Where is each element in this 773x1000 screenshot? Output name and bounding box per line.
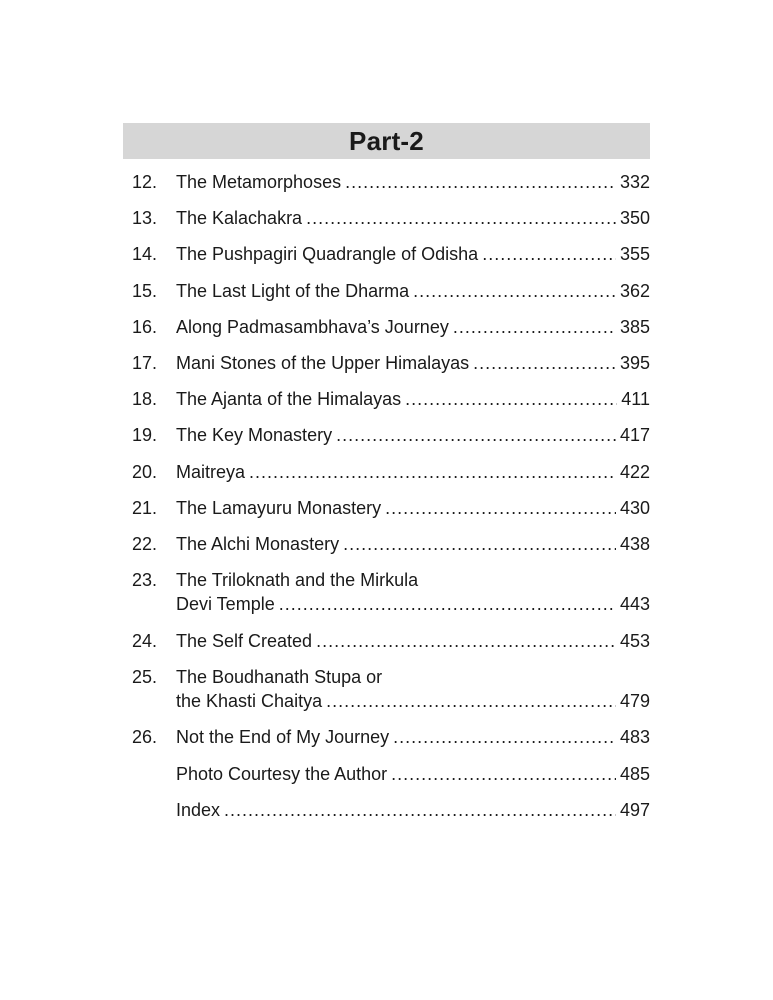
entry-title: The Lamayuru Monastery [176,497,382,518]
entry-title: The Last Light of the Dharma [176,280,410,301]
entry-page-number: 453 [619,630,650,651]
entry-page-number: 332 [619,172,650,192]
part-header-banner [123,123,650,159]
dot-leader [224,798,616,822]
entry-page-number: 479 [619,690,650,711]
toc-entry[interactable] [132,315,650,351]
entry-number: 25. [132,666,158,687]
entry-number: 20. [132,461,158,482]
entry-number: 23. [132,570,158,591]
toc-entry[interactable] [132,206,650,242]
entry-number: 17. [132,352,158,373]
toc-entry[interactable] [132,170,650,206]
table-of-contents [132,170,650,834]
dot-leader [482,242,616,266]
entry-title-line1: The Triloknath and the Mirkula [176,570,419,591]
entry-title: The Metamorphoses [176,172,342,192]
part-title: Part-2 [349,125,424,156]
dot-leader [391,762,616,786]
toc-entry[interactable] [132,460,650,496]
toc-entry[interactable] [132,762,650,798]
entry-page-number: 355 [619,244,650,265]
toc-entry[interactable] [132,242,650,278]
dot-leader [316,629,616,653]
entry-title: Index [176,799,221,820]
entry-number: 22. [132,533,158,554]
entry-number: 14. [132,244,158,265]
entry-page-number: 417 [619,425,650,446]
entry-title: The Ajanta of the Himalayas [176,389,402,410]
entry-page-number: 443 [619,594,650,615]
dot-leader [413,279,616,303]
entry-title: The Alchi Monastery [176,533,340,554]
toc-entry[interactable] [132,351,650,387]
dot-leader [249,460,616,484]
entry-page-number: 438 [619,533,650,554]
entry-number: 26. [132,727,158,748]
entry-title-line1: The Boudhanath Stupa or [176,666,383,687]
toc-entry[interactable] [132,496,650,532]
toc-entry[interactable] [132,423,650,459]
dot-leader [405,387,617,411]
entry-number: 18. [132,389,158,410]
entry-title: Mani Stones of the Upper Himalayas [176,352,470,373]
dot-leader [326,689,616,713]
toc-entry[interactable] [132,629,650,665]
dot-leader [345,170,616,194]
entry-page-number: 422 [619,461,650,482]
entry-number: 13. [132,208,158,229]
dot-leader [393,725,616,749]
entry-title: Maitreya [176,461,246,482]
entry-page-number: 430 [619,497,650,518]
entry-number: 24. [132,630,158,651]
toc-entry[interactable] [132,798,650,834]
entry-page-number: 483 [619,727,650,748]
dot-leader [279,592,616,616]
toc-entry[interactable] [132,725,650,761]
entry-number: 15. [132,280,158,301]
entry-title: Devi Temple [176,594,275,615]
toc-entry[interactable] [132,387,650,423]
entry-page-number: 411 [621,389,650,410]
dot-leader [385,496,616,520]
toc-entry[interactable] [132,568,650,629]
entry-title: Along Padmasambhava’s Journey [176,316,449,337]
entry-page-number: 497 [619,799,650,820]
entry-page-number: 485 [619,763,650,784]
entry-number: 16. [132,316,158,337]
entry-title: The Pushpagiri Quadrangle of Odisha [176,244,479,265]
toc-entry[interactable] [132,279,650,315]
toc-entry[interactable] [132,665,650,726]
entry-title: The Self Created [176,630,313,651]
entry-page-number: 362 [619,280,650,301]
entry-page-number: 395 [619,352,650,373]
entry-title: the Khasti Chaitya [176,690,323,711]
toc-entry[interactable] [132,532,650,568]
entry-number: 12. [132,172,158,192]
entry-number: 21. [132,497,158,518]
entry-title: The Kalachakra [176,208,303,229]
entry-title: Not the End of My Journey [176,727,390,748]
dot-leader [473,351,616,375]
entry-page-number: 385 [619,316,650,337]
dot-leader [306,206,616,230]
dot-leader [343,532,616,556]
entry-number: 19. [132,425,158,446]
entry-page-number: 350 [619,208,650,229]
entry-title: The Key Monastery [176,425,333,446]
dot-leader [453,315,616,339]
dot-leader [336,423,616,447]
entry-title: Photo Courtesy the Author [176,763,388,784]
